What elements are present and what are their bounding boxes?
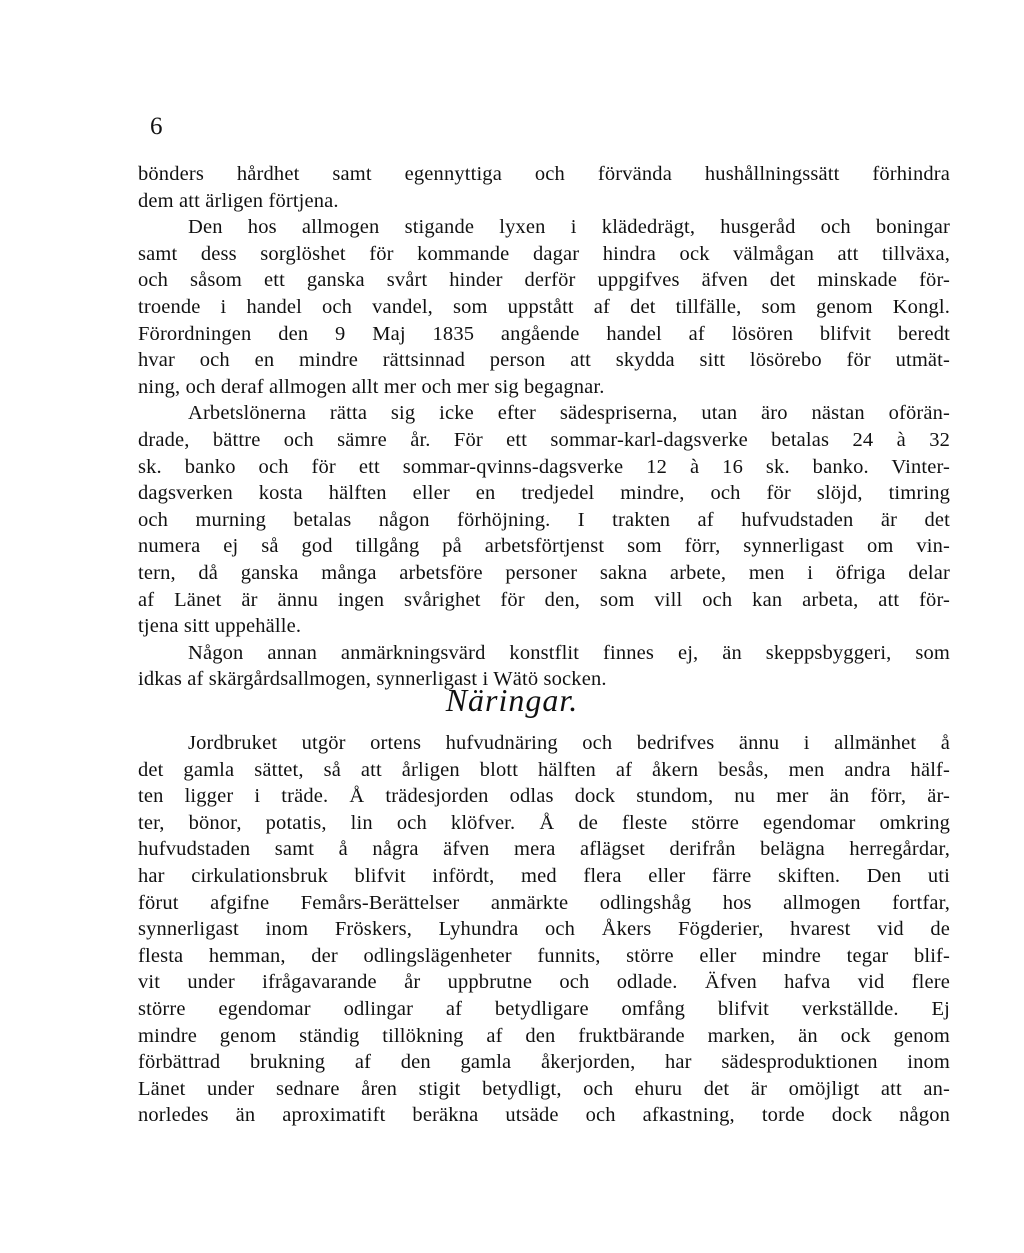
text-line: har cirkulationsbruk blifvit infördt, med flera eller färre skiften. Den uti <box>138 864 950 887</box>
text-line: drade, bättre och sämre år. För ett sommar-karl-dagsverke betalas 24 à 32 <box>138 428 950 451</box>
text-line: synnerligast inom Fröskers, Lyhundra och Åkers Fögderier, hvarest vid de <box>138 918 950 941</box>
text-line: Arbetslönerna rätta sig icke efter sädespriserna, utan äro nästan oförän- <box>188 402 950 425</box>
text-line: bönders hårdhet samt egennyttiga och förvända hushållningssätt förhindra <box>138 163 950 185</box>
section-heading: Näringar. <box>445 682 579 718</box>
text-line: och murning betalas någon förhöjning. I trakten af hufvudstaden är det <box>138 508 950 531</box>
text-line: större egendomar odlingar af betydligare omfång blifvit verkställde. Ej <box>138 997 950 1020</box>
text-line: hvar och en mindre rättsinnad person att skydda sitt lösörebo för utmät- <box>138 349 950 372</box>
text-line: flesta hemman, der odlingslägenheter funnits, större eller mindre tegar blif- <box>138 944 950 967</box>
text-line: dagsverken kosta hälften eller en tredjedel mindre, och för slöjd, timring <box>138 482 950 505</box>
text-line: samt dess sorglöshet för kommande dagar hindra ock välmågan att tillväxa, <box>138 242 950 265</box>
text-line: troende i handel och vandel, som uppstått af det tillfälle, som genom Kongl. <box>138 295 950 318</box>
text-line: Någon annan anmärkningsvärd konstflit finnes ej, än skeppsbyggeri, som <box>188 641 950 664</box>
text-line: Den hos allmogen stigande lyxen i klädedrägt, husgeråd och boningar <box>188 216 950 239</box>
text-line: Förordningen den 9 Maj 1835 angående handel af lösören blifvit beredt <box>138 322 950 345</box>
text-line: sk. banko och för ett sommar-qvinns-dagsverke 12 à 16 sk. banko. Vinter- <box>138 455 950 478</box>
text-line: numera ej så god tillgång på arbetsförtjenst som förr, synnerligast om vin- <box>138 535 950 558</box>
page-number: 6 <box>150 113 163 140</box>
text-line: af Länet är ännu ingen svårighet för den, som vill och kan arbeta, att för- <box>138 588 950 611</box>
text-line: förut afgifne Femårs-Berättelser anmärkte odlingshåg hos allmogen fortfar, <box>138 891 950 914</box>
text-line: dem att ärligen förtjena. <box>138 189 339 212</box>
text-line: tjena sitt uppehälle. <box>138 615 302 638</box>
text-line: idkas af skärgårdsallmogen, synnerligast i Wätö socken. <box>138 668 607 691</box>
text-line: hufvudstaden samt å några äfven mera aflägset derifrån belägna herregårdar, <box>138 838 950 861</box>
text-line: och såsom ett ganska svårt hinder derför uppgifves äfven det minskade för- <box>138 269 950 292</box>
text-line: tern, då ganska många arbetsföre personer sakna arbete, men i öfriga delar <box>138 561 950 584</box>
text-line: ning, och deraf allmogen allt mer och mer sig begagnar. <box>138 375 605 398</box>
text-line: förbättrad brukning af den gamla åkerjorden, har sädesproduktionen inom <box>138 1051 950 1074</box>
text-block-top <box>138 161 950 693</box>
text-block-bottom <box>138 730 950 1129</box>
text-line: det gamla sättet, så att årligen blott hälften af åkern besås, men andra hälf- <box>138 758 950 781</box>
text-line: mindre genom ständig tillökning af den fruktbärande marken, än ock genom <box>138 1024 950 1047</box>
text-line: ten ligger i träde. Å trädesjorden odlas dock stundom, nu mer än förr, är- <box>138 785 950 808</box>
text-line: norledes än aproximatift beräkna utsäde och afkastning, torde dock någon <box>138 1104 950 1127</box>
text-line: Jordbruket utgör ortens hufvudnäring och bedrifves ännu i allmänhet å <box>188 732 950 754</box>
text-line: Länet under sednare åren stigit betydligt, och ehuru det är omöjligt att an- <box>138 1077 950 1100</box>
text-line: ter, bönor, potatis, lin och klöfver. Å de fleste större egendomar omkring <box>138 811 950 834</box>
text-line: vit under ifrågavarande år uppbrutne och odlade. Äfven hafva vid flere <box>138 971 950 994</box>
